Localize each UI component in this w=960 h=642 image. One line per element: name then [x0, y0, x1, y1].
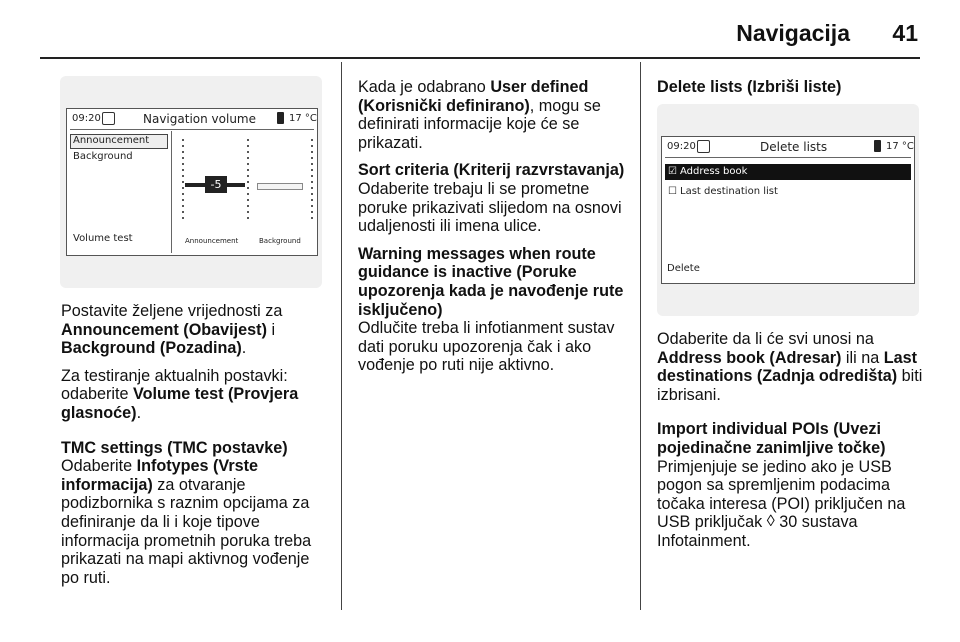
ui-term: Background (Pozadina) [61, 339, 242, 358]
navigation-icon [697, 140, 710, 153]
ui-term: User defined (Korisnički definirano) [358, 78, 589, 115]
background-label: Background [259, 237, 301, 245]
column-1-text [61, 302, 329, 596]
address-book-row[interactable] [665, 164, 911, 180]
checkbox-unchecked-icon[interactable]: ☐ [668, 186, 677, 197]
navigation-icon [102, 112, 115, 125]
page-reference-icon: ◊ [766, 512, 775, 531]
paragraph [358, 161, 630, 235]
text: za otvaranje podizbornika s raznim opcijama za definiranje da li i koje tipove informacija prometnih poruka treba prikazati na mapi aktivnog vođenje po ruti. [61, 475, 312, 587]
header-rule [40, 57, 920, 59]
background-scale [311, 139, 313, 223]
screen-time: 09:20 [667, 141, 696, 152]
announcement-label: Announcement [185, 237, 239, 245]
text: Kada je odabrano [358, 78, 491, 96]
delete-lists-screen [661, 136, 915, 284]
screen-time: 09:20 [72, 113, 101, 124]
phone-icon [277, 112, 284, 124]
page-number: 41 [892, 20, 918, 46]
text: Odlučite treba li infotianment sustav dati poruku upozorenja čak i ako vođenje po ruti nije aktivno. [358, 319, 615, 375]
announcement-scale-left [182, 139, 184, 223]
column-3-text [657, 330, 925, 560]
section-heading: Delete lists (Izbriši liste) [657, 78, 842, 96]
paragraph [657, 330, 925, 404]
text: biti izbrisani. [657, 367, 923, 404]
text: Odaberite [61, 457, 137, 476]
text: Za testiranje aktualnih postavki: odaberite [61, 366, 288, 404]
screen-title: Navigation volume [143, 112, 256, 126]
screen-title: Delete lists [760, 140, 828, 154]
screen-header-rule [70, 129, 314, 130]
screen-temperature: 17 °C [886, 141, 914, 152]
volume-test-item[interactable]: Volume test [73, 233, 133, 244]
paragraph [61, 367, 329, 423]
delete-lists-screenshot [657, 104, 919, 316]
delete-button[interactable]: Delete [667, 263, 700, 274]
column-divider [640, 62, 641, 610]
background-slider[interactable] [257, 183, 303, 190]
section-heading: Import individual POIs (Uvezi pojedinačne zanimljive točke) [657, 420, 886, 457]
last-destination-row[interactable] [665, 184, 911, 200]
announcement-item[interactable]: Announcement [70, 134, 168, 149]
screen-split-rule [171, 131, 172, 253]
section-heading: Sort criteria (Kriterij razvrstavanja) [358, 161, 625, 180]
text: , mogu se definirati informacije koje će se prikazati. [358, 96, 601, 152]
text: Odaberite trebaju li se prometne poruke prikazivati slijedom na osnovi udaljenosti ili imena ulice. [358, 179, 622, 236]
paragraph [657, 420, 925, 550]
paragraph [358, 245, 630, 375]
column-divider [341, 62, 342, 610]
background-item[interactable]: Background [73, 151, 133, 162]
checkbox-checked-icon[interactable]: ☑ [668, 166, 677, 177]
text: ili na [841, 348, 884, 367]
ui-term: Address book (Adresar) [657, 348, 842, 367]
section-heading: Warning messages when route guidance is inactive (Poruke upozorenja kada je navođenje rute isključeno) [358, 244, 624, 319]
ui-term: Volume test (Provjera glasnoće) [61, 385, 299, 422]
section-heading: TMC settings (TMC postavke) [61, 438, 288, 457]
text: i [266, 320, 276, 339]
announcement-scale-right [247, 139, 249, 223]
page-header-title: Navigacija [736, 20, 850, 46]
navigation-volume-screen [66, 108, 318, 256]
paragraph [61, 302, 329, 358]
text: . [241, 339, 247, 358]
text: Primjenjuje se jedino ako je USB pogon sa spremljenim podacima točaka interesa (POI) priključen na USB priključak [657, 457, 906, 532]
phone-icon [874, 140, 881, 152]
ui-term: Infotypes (Vrste informacija) [61, 457, 259, 494]
column-2-text [358, 78, 630, 384]
last-destination-label: Last destination list [680, 186, 778, 197]
ui-term: Announcement (Obavijest) [61, 320, 267, 339]
text: . [136, 403, 142, 422]
text: Postavite željene vrijednosti za [61, 302, 283, 320]
screen-temperature: 17 °C [289, 113, 317, 124]
address-book-label: Address book [680, 166, 748, 177]
ui-term: Last destinations (Zadnja odredišta) [657, 348, 917, 386]
text: Odaberite da li će svi unosi na [657, 330, 874, 348]
paragraph [358, 78, 630, 152]
text: 30 sustava Infotainment. [657, 513, 858, 550]
announcement-slider-value[interactable]: -5 [205, 176, 227, 193]
navigation-volume-screenshot [60, 76, 322, 288]
screen-header-rule [665, 157, 911, 158]
column-3-heading-block [657, 78, 919, 97]
paragraph [61, 439, 329, 588]
